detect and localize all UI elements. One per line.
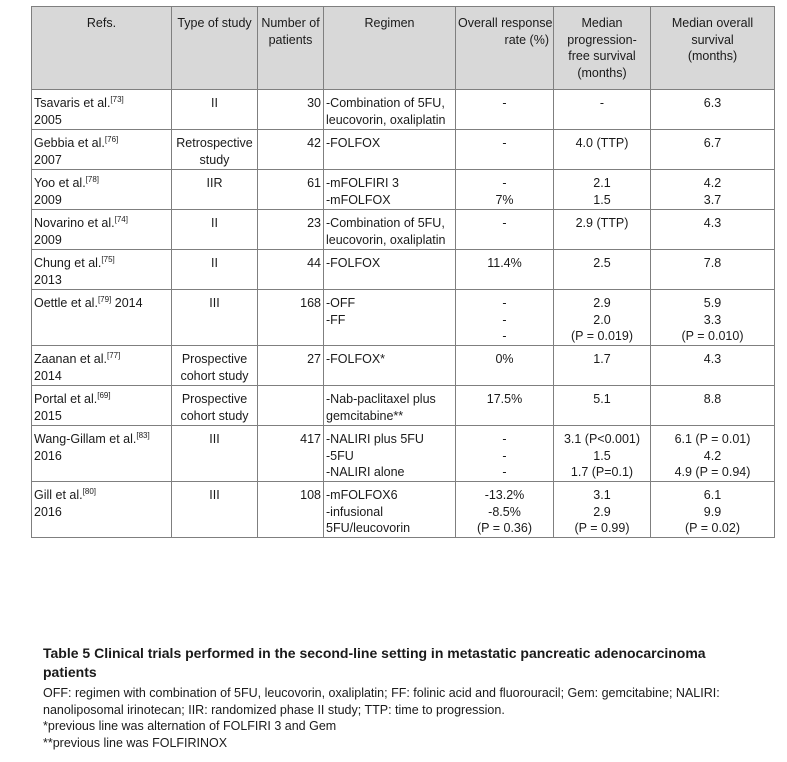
patients-cell bbox=[258, 482, 324, 538]
response-rate-cell bbox=[456, 290, 554, 346]
ref-author: Portal et al. bbox=[34, 392, 98, 406]
os-value: 3.3 bbox=[703, 312, 722, 327]
study-type: III bbox=[209, 432, 220, 446]
pfs-cell bbox=[554, 346, 651, 386]
response-rate-value: - bbox=[502, 312, 507, 327]
response-rate-value: -8.5% bbox=[488, 504, 521, 519]
response-rate-cell bbox=[456, 130, 554, 170]
os-value: (P = 0.02) bbox=[684, 521, 740, 535]
patients-cell bbox=[258, 290, 324, 346]
ref-cell bbox=[32, 210, 172, 250]
patients-count: 30 bbox=[307, 96, 321, 110]
table-row bbox=[32, 130, 775, 170]
ref-author: Novarino et al. bbox=[34, 216, 115, 230]
patients-cell bbox=[258, 346, 324, 386]
study-type: II bbox=[211, 256, 218, 270]
response-rate-value: 11.4% bbox=[487, 256, 522, 270]
study-type-cell bbox=[172, 250, 258, 290]
ref-year: 2014 bbox=[111, 296, 143, 310]
ref-cell bbox=[32, 130, 172, 170]
response-rate-value: - bbox=[502, 296, 507, 310]
response-rate-value: (P = 0.36) bbox=[476, 521, 532, 535]
os-value: 6.1 (P = 0.01) bbox=[674, 432, 751, 446]
pfs-cell bbox=[554, 90, 651, 130]
response-rate-value: -13.2% bbox=[484, 488, 525, 502]
pfs-cell bbox=[554, 130, 651, 170]
pfs-value: - bbox=[599, 96, 605, 110]
caption-note-double-asterisk: **previous line was FOLFIRINOX bbox=[43, 735, 228, 750]
patients-count: 23 bbox=[307, 216, 321, 230]
response-rate-cell bbox=[456, 90, 554, 130]
pfs-cell bbox=[554, 250, 651, 290]
header-refs: Refs. bbox=[32, 7, 172, 90]
ref-author: Zaanan et al. bbox=[34, 352, 107, 366]
ref-citation: [80] bbox=[82, 487, 96, 496]
ref-cell bbox=[32, 170, 172, 210]
regimen-cell bbox=[324, 250, 456, 290]
pfs-value: 4.0 (TTP) bbox=[575, 136, 629, 150]
os-value: 4.3 bbox=[703, 216, 722, 230]
caption-notes bbox=[43, 685, 763, 751]
pfs-value: 2.1 bbox=[593, 176, 611, 190]
header-overall-response-rate: Overall response rate (%) bbox=[456, 7, 554, 90]
table-row bbox=[32, 346, 775, 386]
ref-year: 2005 bbox=[34, 112, 62, 127]
patients-count: 42 bbox=[307, 136, 321, 150]
response-rate-cell bbox=[456, 346, 554, 386]
ref-year: 2007 bbox=[34, 152, 62, 167]
study-type: cohort study bbox=[180, 368, 249, 383]
ref-citation: [77] bbox=[106, 351, 121, 360]
regimen-line: leucovorin, oxaliplatin bbox=[326, 112, 446, 127]
study-type-cell bbox=[172, 482, 258, 538]
ref-citation: [69] bbox=[97, 391, 111, 400]
pfs-cell bbox=[554, 426, 651, 482]
ref-cell bbox=[32, 90, 172, 130]
ref-year: 2009 bbox=[34, 192, 62, 207]
header-regimen: Regimen bbox=[324, 7, 456, 90]
pfs-value: 2.5 bbox=[593, 256, 611, 270]
regimen-cell bbox=[324, 210, 456, 250]
study-type: Prospective bbox=[181, 352, 248, 366]
ref-author: Gill et al. bbox=[34, 488, 83, 502]
response-rate-value: 17.5% bbox=[486, 392, 523, 406]
patients-cell bbox=[258, 250, 324, 290]
pfs-value: 2.9 bbox=[593, 296, 611, 310]
response-rate-cell bbox=[456, 170, 554, 210]
os-value: (P = 0.010) bbox=[681, 329, 744, 343]
table-row bbox=[32, 426, 775, 482]
regimen-line: -NALIRI plus 5FU bbox=[326, 432, 424, 446]
ref-author: Yoo et al. bbox=[34, 176, 86, 190]
response-rate-cell bbox=[456, 426, 554, 482]
regimen-cell bbox=[324, 290, 456, 346]
study-type: study bbox=[199, 152, 230, 167]
os-value: 7.8 bbox=[703, 256, 722, 270]
regimen-line: leucovorin, oxaliplatin bbox=[326, 232, 446, 247]
os-cell bbox=[651, 290, 775, 346]
os-cell bbox=[651, 386, 775, 426]
response-rate-value: - bbox=[502, 136, 507, 150]
ref-author: Oettle et al. bbox=[34, 296, 98, 310]
pfs-value: 1.5 bbox=[593, 448, 611, 463]
response-rate-value: - bbox=[502, 448, 507, 463]
ref-year: 2009 bbox=[34, 232, 62, 247]
response-rate-value: 7% bbox=[495, 192, 514, 207]
pfs-cell bbox=[554, 386, 651, 426]
os-value: 6.7 bbox=[703, 136, 722, 150]
pfs-value: (P = 0.99) bbox=[574, 521, 630, 535]
ref-author: Tsavaris et al. bbox=[34, 96, 111, 110]
table-row bbox=[32, 250, 775, 290]
table-row bbox=[32, 386, 775, 426]
ref-citation: [74] bbox=[114, 215, 128, 224]
ref-cell bbox=[32, 386, 172, 426]
study-type-cell bbox=[172, 210, 258, 250]
patients-cell bbox=[258, 130, 324, 170]
regimen-cell bbox=[324, 426, 456, 482]
regimen-line: -NALIRI alone bbox=[326, 465, 405, 479]
patients-cell bbox=[258, 90, 324, 130]
pfs-cell bbox=[554, 170, 651, 210]
ref-cell bbox=[32, 250, 172, 290]
regimen-line: -Combination of 5FU, bbox=[326, 216, 445, 230]
pfs-value: 3.1 (P<0.001) bbox=[563, 432, 641, 446]
clinical-trials-table bbox=[31, 6, 775, 538]
os-value: 4.9 (P = 0.94) bbox=[674, 465, 751, 479]
response-rate-cell bbox=[456, 482, 554, 538]
regimen-line: gemcitabine** bbox=[326, 408, 404, 423]
os-value: 6.3 bbox=[703, 96, 722, 110]
ref-year: 2014 bbox=[34, 368, 62, 383]
response-rate-cell bbox=[456, 210, 554, 250]
study-type: IIR bbox=[206, 176, 223, 190]
patients-count: 27 bbox=[307, 352, 321, 366]
os-value: 9.9 bbox=[703, 504, 722, 519]
response-rate-value: - bbox=[502, 216, 507, 230]
caption-note-abbreviations: OFF: regimen with combination of 5FU, leucovorin, oxaliplatin; FF: folinic acid and fluorouracil; Gem: gemcitabine; NALIRI: bbox=[43, 686, 720, 700]
response-rate-cell bbox=[456, 250, 554, 290]
pfs-value: 1.7 bbox=[593, 352, 611, 366]
study-type: II bbox=[211, 96, 218, 110]
regimen-line: -FOLFOX bbox=[326, 256, 381, 270]
header-median-pfs: Median progression- free survival (months) bbox=[554, 7, 651, 90]
response-rate-value: - bbox=[502, 176, 507, 190]
patients-count: 168 bbox=[300, 296, 321, 310]
pfs-value: 5.1 bbox=[593, 392, 611, 406]
regimen-line: -OFF bbox=[326, 296, 356, 310]
study-type-cell bbox=[172, 130, 258, 170]
study-type: II bbox=[211, 216, 218, 230]
table-row bbox=[32, 90, 775, 130]
os-cell bbox=[651, 426, 775, 482]
os-value: 4.3 bbox=[703, 352, 722, 366]
pfs-value: 2.0 bbox=[593, 312, 611, 327]
os-value: 4.2 bbox=[703, 448, 722, 463]
patients-cell bbox=[258, 210, 324, 250]
pfs-value: 1.7 (P=0.1) bbox=[570, 465, 634, 479]
ref-citation: [75] bbox=[101, 255, 115, 264]
caption-note-single-asterisk: *previous line was alternation of FOLFIRI 3 and Gem bbox=[43, 719, 337, 733]
ref-year: 2016 bbox=[34, 504, 62, 519]
os-value: 3.7 bbox=[703, 192, 722, 207]
patients-count: 417 bbox=[300, 432, 321, 446]
os-cell bbox=[651, 90, 775, 130]
os-cell bbox=[651, 250, 775, 290]
regimen-line: -Nab-paclitaxel plus bbox=[326, 392, 436, 406]
ref-author: Wang-Gillam et al. bbox=[34, 432, 137, 446]
patients-cell bbox=[258, 386, 324, 426]
regimen-cell bbox=[324, 170, 456, 210]
header-median-os: Median overall survival (months) bbox=[651, 7, 775, 90]
study-type: Retrospective bbox=[176, 136, 253, 150]
pfs-value: 3.1 bbox=[593, 488, 611, 502]
regimen-line: -FOLFOX bbox=[326, 136, 381, 150]
regimen-line: 5FU/leucovorin bbox=[326, 521, 411, 535]
ref-citation: [76] bbox=[104, 135, 119, 144]
pfs-cell bbox=[554, 210, 651, 250]
regimen-cell bbox=[324, 386, 456, 426]
pfs-value: (P = 0.019) bbox=[571, 329, 633, 343]
os-value: 4.2 bbox=[703, 176, 722, 190]
regimen-line: -FOLFOX* bbox=[326, 352, 386, 366]
study-type: III bbox=[209, 488, 220, 502]
response-rate-cell bbox=[456, 386, 554, 426]
os-cell bbox=[651, 210, 775, 250]
os-cell bbox=[651, 482, 775, 538]
response-rate-value: - bbox=[502, 329, 507, 343]
table-caption bbox=[43, 644, 763, 751]
ref-year: 2016 bbox=[34, 448, 62, 463]
study-type-cell bbox=[172, 386, 258, 426]
regimen-line: -5FU bbox=[326, 448, 354, 463]
regimen-line: -FF bbox=[326, 312, 346, 327]
study-type-cell bbox=[172, 426, 258, 482]
ref-year: 2013 bbox=[34, 272, 62, 287]
header-number-of-patients: Number of patients bbox=[258, 7, 324, 90]
ref-cell bbox=[32, 346, 172, 386]
study-type: cohort study bbox=[180, 408, 249, 423]
header-row bbox=[32, 7, 775, 90]
patients-cell bbox=[258, 426, 324, 482]
regimen-cell bbox=[324, 90, 456, 130]
ref-author: Gebbia et al. bbox=[34, 136, 105, 150]
os-cell bbox=[651, 346, 775, 386]
study-type: Prospective bbox=[181, 392, 248, 406]
header-type-of-study: Type of study bbox=[172, 7, 258, 90]
ref-cell bbox=[32, 290, 172, 346]
regimen-cell bbox=[324, 130, 456, 170]
regimen-cell bbox=[324, 482, 456, 538]
ref-author: Chung et al. bbox=[34, 256, 102, 270]
regimen-cell bbox=[324, 346, 456, 386]
response-rate-value: 0% bbox=[495, 352, 514, 366]
ref-citation: [79] bbox=[97, 295, 112, 304]
regimen-line: -mFOLFOX bbox=[326, 192, 391, 207]
regimen-line: -infusional bbox=[326, 504, 383, 519]
study-type-cell bbox=[172, 346, 258, 386]
caption-note-abbreviations-cont: nanoliposomal irinotecan; IIR: randomized phase II study; TTP: time to progression. bbox=[43, 702, 505, 717]
patients-count: 108 bbox=[300, 488, 321, 502]
study-type-cell bbox=[172, 170, 258, 210]
patients-count: 61 bbox=[307, 176, 321, 190]
patients-count: 44 bbox=[307, 256, 321, 270]
pfs-cell bbox=[554, 290, 651, 346]
patients-cell bbox=[258, 170, 324, 210]
os-cell bbox=[651, 130, 775, 170]
ref-cell bbox=[32, 482, 172, 538]
study-type: III bbox=[209, 296, 220, 310]
ref-citation: [78] bbox=[85, 175, 100, 184]
pfs-value: 2.9 (TTP) bbox=[575, 216, 629, 230]
os-value: 8.8 bbox=[703, 392, 722, 406]
caption-title: Table 5 Clinical trials performed in the second-line setting in metastatic pancreatic adenocarcinoma patients bbox=[43, 645, 706, 680]
pfs-value: 2.9 bbox=[593, 504, 611, 519]
response-rate-value: - bbox=[502, 432, 507, 446]
pfs-value: 1.5 bbox=[593, 192, 611, 207]
study-type-cell bbox=[172, 290, 258, 346]
regimen-line: -Combination of 5FU, bbox=[326, 96, 445, 110]
response-rate-value: - bbox=[502, 96, 507, 110]
table-row bbox=[32, 210, 775, 250]
study-type-cell bbox=[172, 90, 258, 130]
ref-citation: [73] bbox=[110, 95, 124, 104]
regimen-line: -mFOLFIRI 3 bbox=[326, 176, 399, 190]
table-row bbox=[32, 170, 775, 210]
table-row bbox=[32, 290, 775, 346]
ref-year: 2015 bbox=[34, 408, 62, 423]
regimen-line: -mFOLFOX6 bbox=[326, 488, 398, 502]
ref-cell bbox=[32, 426, 172, 482]
table-row bbox=[32, 482, 775, 538]
os-cell bbox=[651, 170, 775, 210]
response-rate-value: - bbox=[502, 465, 507, 479]
os-value: 6.1 bbox=[703, 488, 722, 502]
os-value: 5.9 bbox=[703, 296, 722, 310]
pfs-cell bbox=[554, 482, 651, 538]
ref-citation: [83] bbox=[136, 431, 150, 440]
